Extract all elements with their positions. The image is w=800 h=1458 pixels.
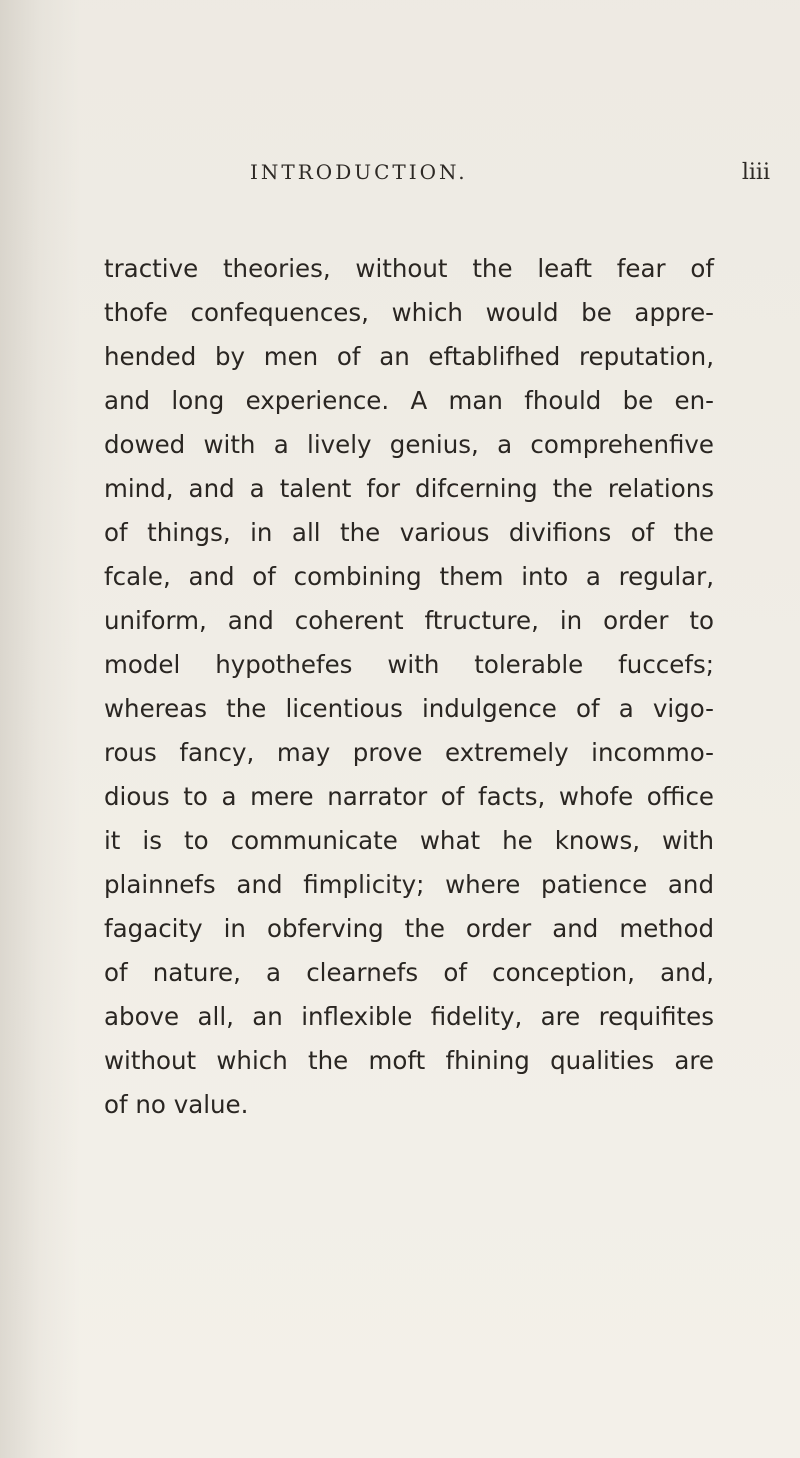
text-line: above all, an inflexible fidelity, are requifites xyxy=(104,1002,714,1031)
text-line: dowed with a lively genius, a comprehenfive xyxy=(104,430,714,459)
text-line: uniform, and coherent ftructure, in order to xyxy=(104,606,714,635)
text-line: fagacity in obferving the order and method xyxy=(104,914,714,943)
text-line: fcale, and of combining them into a regular, xyxy=(104,562,714,591)
text-line: of no value. xyxy=(104,1090,249,1119)
text-line: of things, in all the various divifions of the xyxy=(104,518,714,547)
page-number: liii xyxy=(741,160,770,185)
text-line: mind, and a talent for difcerning the relations xyxy=(104,474,714,503)
running-title: INTRODUCTION. xyxy=(250,160,468,184)
text-line: thofe confequences, which would be appre- xyxy=(104,298,714,327)
text-line: whereas the licentious indulgence of a vigo- xyxy=(104,694,714,723)
body-paragraph xyxy=(104,247,714,1127)
text-line: it is to communicate what he knows, with xyxy=(104,826,714,855)
text-line: dious to a mere narrator of facts, whofe office xyxy=(104,782,714,811)
text-line: without which the moft fhining qualities are xyxy=(104,1046,714,1075)
text-line: rous fancy, may prove extremely incommo- xyxy=(104,738,714,767)
text-line: tractive theories, without the leaft fear of xyxy=(104,254,714,283)
text-line: and long experience. A man fhould be en- xyxy=(104,386,714,415)
text-line: of nature, a clearnefs of conception, and, xyxy=(104,958,714,987)
text-line: hended by men of an eftablifhed reputation, xyxy=(104,342,714,371)
text-line: plainnefs and fimplicity; where patience and xyxy=(104,870,714,899)
text-line: model hypothefes with tolerable fuccefs; xyxy=(104,650,714,679)
page-header xyxy=(250,160,770,194)
